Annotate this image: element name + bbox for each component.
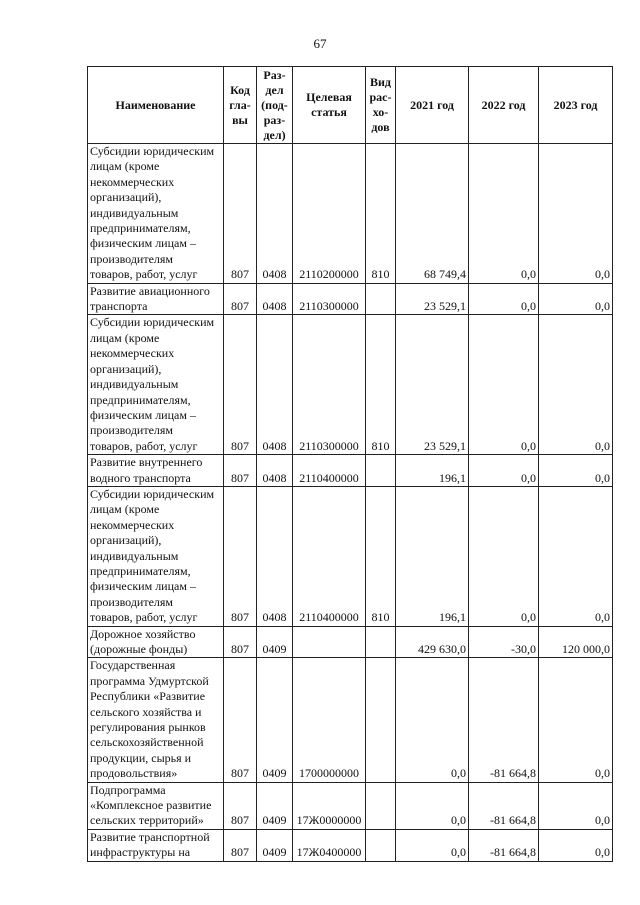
header-name: Наименование bbox=[88, 67, 224, 144]
cell-section: 0409 bbox=[257, 829, 293, 861]
cell-2022: 0,0 bbox=[469, 315, 539, 455]
cell-type: 810 bbox=[366, 486, 396, 626]
header-2023: 2023 год bbox=[539, 67, 613, 144]
cell-name: Субсидии юридическим лицам (кроме некоммерческих организаций), индивидуальным предпринимателям, физическим лицам – производителям товаров, работ, услуг bbox=[88, 486, 224, 626]
cell-2023: 0,0 bbox=[539, 486, 613, 626]
cell-2023: 0,0 bbox=[539, 658, 613, 782]
cell-code: 807 bbox=[224, 486, 257, 626]
table-row bbox=[88, 315, 613, 455]
budget-table bbox=[87, 66, 613, 862]
cell-section: 0409 bbox=[257, 626, 293, 658]
cell-2021: 0,0 bbox=[396, 782, 469, 829]
cell-2022: -81 664,8 bbox=[469, 658, 539, 782]
cell-section: 0408 bbox=[257, 455, 293, 487]
cell-type bbox=[366, 782, 396, 829]
table-row bbox=[88, 144, 613, 284]
cell-code: 807 bbox=[224, 658, 257, 782]
cell-2021: 23 529,1 bbox=[396, 315, 469, 455]
cell-2021: 0,0 bbox=[396, 829, 469, 861]
cell-name: Субсидии юридическим лицам (кроме некоммерческих организаций), индивидуальным предпринимателям, физическим лицам – производителям товаров, работ, услуг bbox=[88, 144, 224, 284]
cell-type bbox=[366, 283, 396, 315]
cell-2023: 0,0 bbox=[539, 455, 613, 487]
cell-2021: 429 630,0 bbox=[396, 626, 469, 658]
cell-2022: -30,0 bbox=[469, 626, 539, 658]
cell-code: 807 bbox=[224, 283, 257, 315]
table-row bbox=[88, 658, 613, 782]
cell-2021: 196,1 bbox=[396, 455, 469, 487]
cell-name: Субсидии юридическим лицам (кроме некоммерческих организаций), индивидуальным предпринимателям, физическим лицам – производителям товаров, работ, услуг bbox=[88, 315, 224, 455]
cell-target: 2110300000 bbox=[293, 315, 366, 455]
cell-2022: 0,0 bbox=[469, 144, 539, 284]
cell-2022: 0,0 bbox=[469, 283, 539, 315]
cell-2022: -81 664,8 bbox=[469, 782, 539, 829]
cell-name: Развитие авиационного транспорта bbox=[88, 283, 224, 315]
table-row bbox=[88, 283, 613, 315]
cell-type bbox=[366, 829, 396, 861]
table-header-row bbox=[88, 67, 613, 144]
cell-2023: 0,0 bbox=[539, 315, 613, 455]
cell-type bbox=[366, 658, 396, 782]
page-number: 67 bbox=[313, 36, 327, 51]
cell-section: 0408 bbox=[257, 144, 293, 284]
cell-2021: 0,0 bbox=[396, 658, 469, 782]
table-row bbox=[88, 486, 613, 626]
cell-code: 807 bbox=[224, 315, 257, 455]
table-row bbox=[88, 829, 613, 861]
cell-2023: 0,0 bbox=[539, 829, 613, 861]
cell-code: 807 bbox=[224, 782, 257, 829]
cell-target bbox=[293, 626, 366, 658]
cell-2021: 68 749,4 bbox=[396, 144, 469, 284]
cell-name: Дорожное хозяйство (дорожные фонды) bbox=[88, 626, 224, 658]
table-row bbox=[88, 782, 613, 829]
cell-target: 2110400000 bbox=[293, 455, 366, 487]
cell-target: 2110400000 bbox=[293, 486, 366, 626]
header-2022: 2022 год bbox=[469, 67, 539, 144]
cell-type: 810 bbox=[366, 144, 396, 284]
cell-2023: 0,0 bbox=[539, 283, 613, 315]
table-row bbox=[88, 626, 613, 658]
cell-target: 1700000000 bbox=[293, 658, 366, 782]
cell-section: 0408 bbox=[257, 283, 293, 315]
cell-2021: 196,1 bbox=[396, 486, 469, 626]
cell-section: 0408 bbox=[257, 486, 293, 626]
header-code: Код гла- вы bbox=[224, 67, 257, 144]
header-type: Вид рас- хо- дов bbox=[366, 67, 396, 144]
cell-target: 2110300000 bbox=[293, 283, 366, 315]
cell-code: 807 bbox=[224, 144, 257, 284]
cell-target: 17Ж0000000 bbox=[293, 782, 366, 829]
cell-type: 810 bbox=[366, 315, 396, 455]
cell-section: 0409 bbox=[257, 782, 293, 829]
cell-2022: 0,0 bbox=[469, 455, 539, 487]
cell-code: 807 bbox=[224, 455, 257, 487]
table-row bbox=[88, 455, 613, 487]
cell-2023: 120 000,0 bbox=[539, 626, 613, 658]
cell-target: 17Ж0400000 bbox=[293, 829, 366, 861]
cell-name: Государственная программа Удмуртской Республики «Развитие сельского хозяйства и регулирования рынков сельскохозяйственной продукции, сырья и продовольствия» bbox=[88, 658, 224, 782]
cell-target: 2110200000 bbox=[293, 144, 366, 284]
header-target: Целевая статья bbox=[293, 67, 366, 144]
cell-2023: 0,0 bbox=[539, 782, 613, 829]
cell-section: 0408 bbox=[257, 315, 293, 455]
cell-type bbox=[366, 455, 396, 487]
cell-2021: 23 529,1 bbox=[396, 283, 469, 315]
cell-2022: 0,0 bbox=[469, 486, 539, 626]
cell-2022: -81 664,8 bbox=[469, 829, 539, 861]
cell-code: 807 bbox=[224, 829, 257, 861]
cell-name: Развитие транспортной инфраструктуры на bbox=[88, 829, 224, 861]
cell-type bbox=[366, 626, 396, 658]
cell-section: 0409 bbox=[257, 658, 293, 782]
cell-2023: 0,0 bbox=[539, 144, 613, 284]
cell-name: Развитие внутреннего водного транспорта bbox=[88, 455, 224, 487]
cell-name: Подпрограмма «Комплексное развитие сельских территорий» bbox=[88, 782, 224, 829]
header-section: Раз- дел (под- раз- дел) bbox=[257, 67, 293, 144]
header-2021: 2021 год bbox=[396, 67, 469, 144]
cell-code: 807 bbox=[224, 626, 257, 658]
